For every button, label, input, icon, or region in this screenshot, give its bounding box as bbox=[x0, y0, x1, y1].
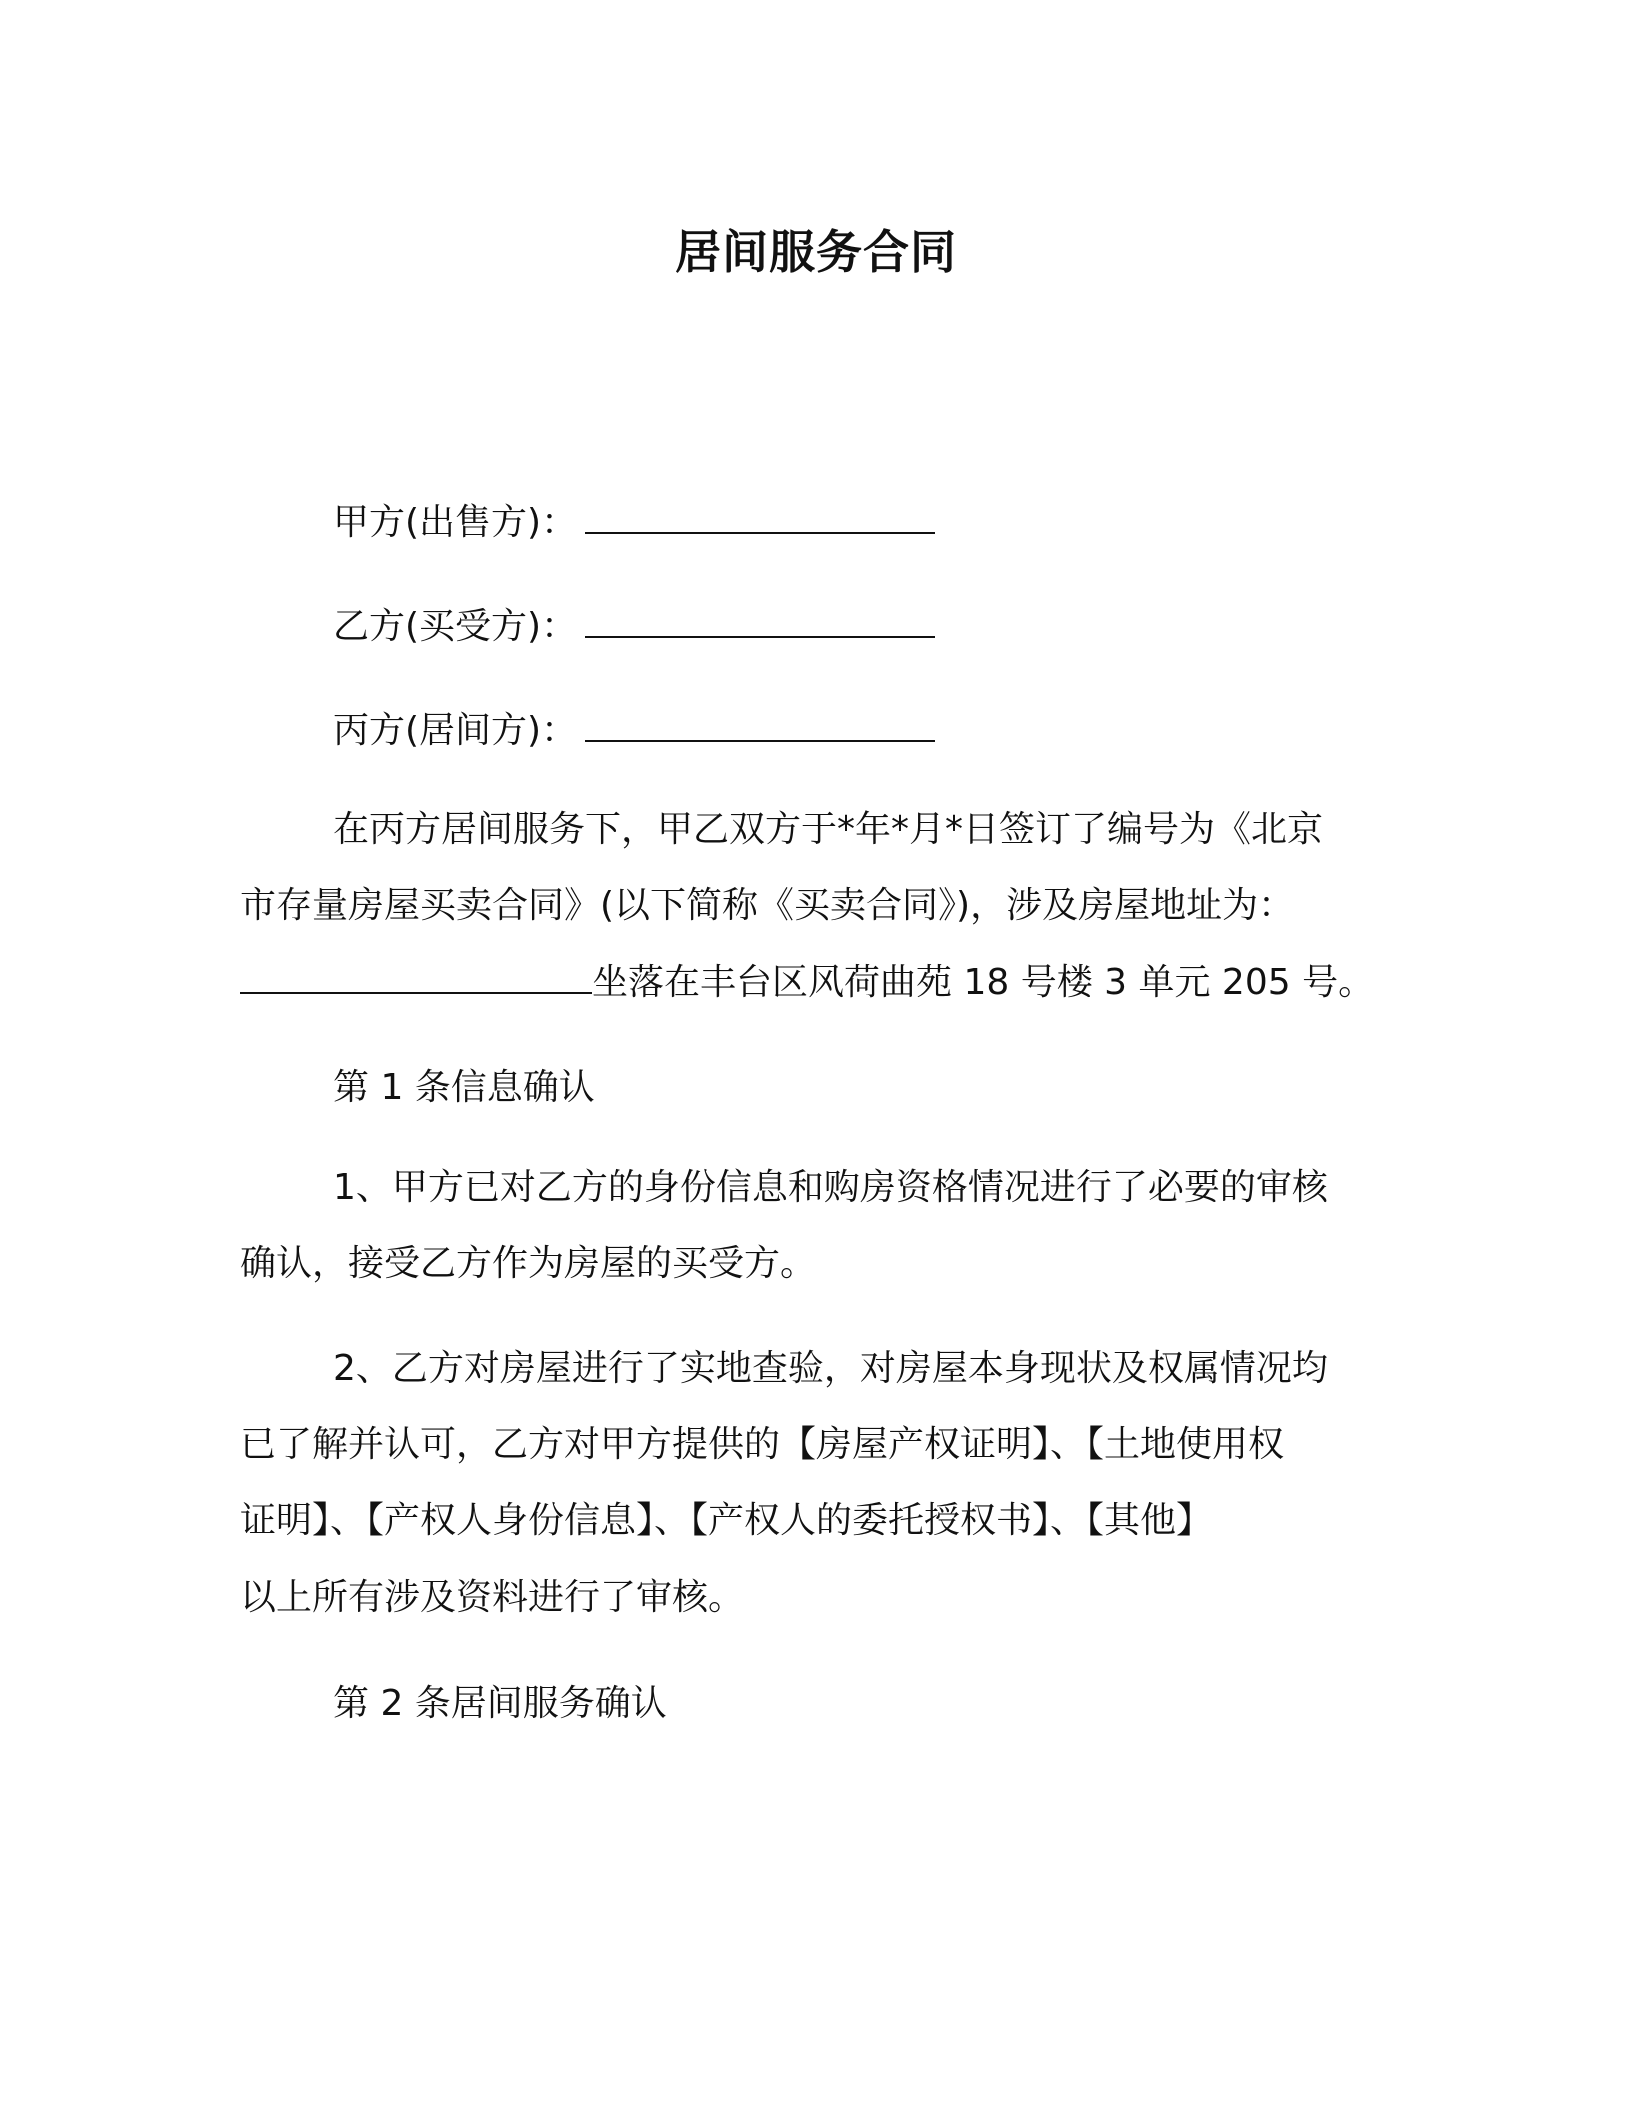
article-1-item-2-line-4: 以上所有涉及资料进行了审核。 bbox=[240, 1577, 745, 1618]
buyer-label: 乙方(买受方)： bbox=[333, 606, 578, 647]
seller-line bbox=[333, 497, 935, 549]
intro-line-2: 市存量房屋买卖合同》(以下简称《买卖合同》)，涉及房屋地址为： bbox=[240, 885, 1295, 926]
article-2-heading: 第 2 条居间服务确认 bbox=[333, 1683, 667, 1724]
article-1-item-2-line-2: 已了解并认可，乙方对甲方提供的【房屋产权证明】、【土地使用权 bbox=[240, 1424, 1285, 1465]
intro-line-1: 在丙方居间服务下，甲乙双方于*年*月*日签订了编号为《北京 bbox=[333, 809, 1324, 850]
article-1-heading: 第 1 条信息确认 bbox=[333, 1067, 595, 1108]
intro-line-3 bbox=[240, 957, 1374, 1009]
address-text: 坐落在丰台区风荷曲苑 18 号楼 3 单元 205 号。 bbox=[592, 962, 1375, 1003]
broker-label: 丙方(居间方)： bbox=[333, 710, 578, 751]
broker-line bbox=[333, 705, 935, 757]
article-1-item-1-line-1: 1、甲方已对乙方的身份信息和购房资格情况进行了必要的审核 bbox=[333, 1167, 1328, 1208]
document-title: 居间服务合同 bbox=[675, 225, 957, 279]
address-blank[interactable] bbox=[240, 962, 592, 994]
seller-blank[interactable] bbox=[585, 502, 935, 534]
broker-blank[interactable] bbox=[585, 710, 935, 742]
buyer-line bbox=[333, 601, 935, 653]
article-1-item-2-line-1: 2、乙方对房屋进行了实地查验，对房屋本身现状及权属情况均 bbox=[333, 1348, 1328, 1389]
article-1-item-1-line-2: 确认，接受乙方作为房屋的买受方。 bbox=[240, 1243, 817, 1284]
article-1-item-2-line-3: 证明】、【产权人身份信息】、【产权人的委托授权书】、【其他】 bbox=[240, 1500, 1213, 1541]
buyer-blank[interactable] bbox=[585, 606, 935, 638]
seller-label: 甲方(出售方)： bbox=[333, 502, 578, 543]
